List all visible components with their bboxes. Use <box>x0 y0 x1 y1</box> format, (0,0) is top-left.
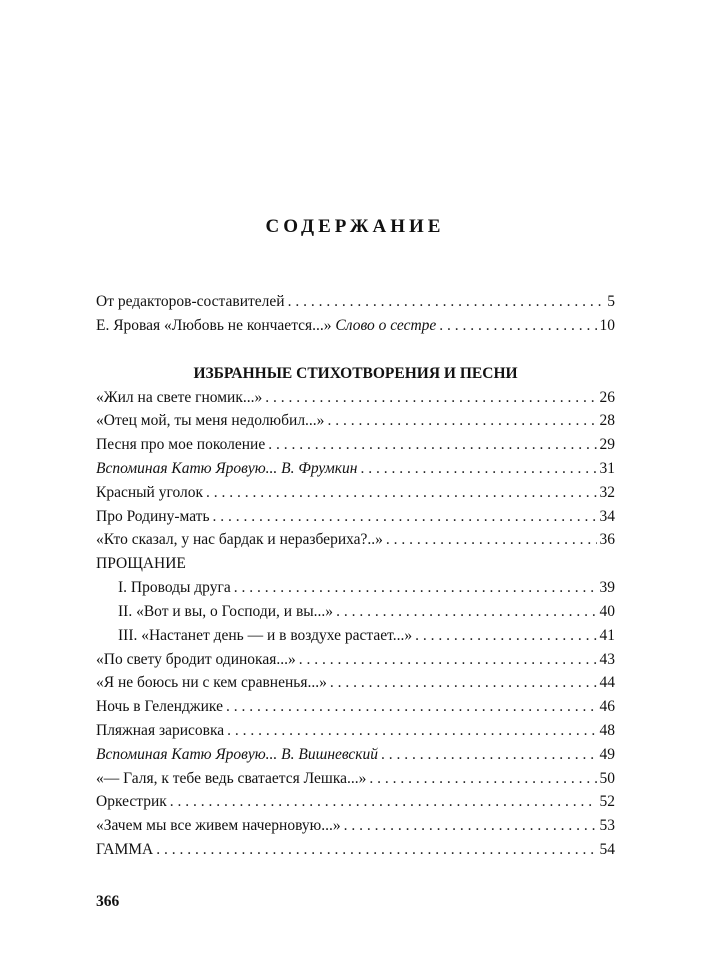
toc-entry <box>96 409 615 433</box>
dot-leader <box>415 624 596 648</box>
entry-page-number: 52 <box>599 793 615 811</box>
toc-entry <box>96 719 615 743</box>
entry-title <box>96 838 153 862</box>
entry-text: ГАММА <box>96 840 154 858</box>
entry-text: Пляжная зарисовка <box>96 721 225 739</box>
table-of-contents <box>96 290 615 862</box>
toc-entry <box>96 695 615 719</box>
entry-page-number: 10 <box>599 316 615 334</box>
toc-entry <box>96 314 615 338</box>
entry-page-number: 41 <box>599 626 615 644</box>
toc-entry <box>96 576 615 600</box>
farewell-entries <box>96 576 615 647</box>
entry-title <box>96 648 296 672</box>
entry-text: Е. Яровая «Любовь не кончается...» <box>96 316 336 334</box>
entry-title <box>118 576 231 600</box>
toc-entry <box>96 457 615 481</box>
entry-page-number: 26 <box>599 388 615 406</box>
entry-page-number: 43 <box>599 650 615 668</box>
entry-title <box>96 671 327 695</box>
toc-entry <box>96 505 615 529</box>
dot-leader <box>227 719 596 743</box>
entry-page-number: 40 <box>599 602 615 620</box>
entry-title <box>96 695 223 719</box>
entry-title <box>118 624 412 648</box>
entry-title <box>96 409 324 433</box>
entry-text: Красный уголок <box>96 483 204 501</box>
toc-entry <box>96 600 615 624</box>
page-number: 366 <box>96 893 120 910</box>
entry-page-number: 49 <box>599 745 615 763</box>
entry-text: Про Родину-мать <box>96 507 210 525</box>
dot-leader <box>330 671 597 695</box>
entry-page-number: 54 <box>599 840 615 858</box>
dot-leader <box>381 743 596 767</box>
toc-entry <box>96 743 615 767</box>
dot-leader <box>344 814 597 838</box>
entry-text: III. «Настанет день — и в воздухе растает...» <box>118 626 413 644</box>
entry-title <box>96 314 436 338</box>
entry-title <box>96 719 224 743</box>
toc-entry <box>96 814 615 838</box>
entry-title <box>96 814 341 838</box>
dot-leader <box>213 505 597 529</box>
poem-entries-b <box>96 648 615 862</box>
entry-title <box>96 767 366 791</box>
entry-title <box>96 505 210 529</box>
entry-text: «— Галя, к тебе ведь сватается Лешка...» <box>96 769 367 787</box>
poem-entries-a <box>96 386 615 553</box>
dot-leader <box>156 838 596 862</box>
entry-page-number: 32 <box>599 483 615 501</box>
intro-entries <box>96 290 615 338</box>
entry-page-number: 48 <box>599 721 615 739</box>
entry-text: От редакторов-составителей <box>96 293 285 310</box>
dot-leader <box>226 695 597 719</box>
entry-text: «Отец мой, ты меня недолюбил...» <box>96 412 325 430</box>
entry-page-number: 36 <box>599 531 615 549</box>
entry-title <box>96 457 358 481</box>
subsection-heading: ПРОЩАНИЕ <box>96 555 186 573</box>
entry-page-number: 28 <box>599 412 615 430</box>
entry-title <box>96 528 383 552</box>
toc-entry <box>96 790 615 814</box>
toc-entry <box>96 838 615 862</box>
entry-title <box>96 790 167 814</box>
entry-title <box>96 290 285 314</box>
page-title: СОДЕРЖАНИЕ <box>265 216 445 237</box>
entry-text: Оркестрик <box>96 793 167 811</box>
entry-page-number: 5 <box>607 293 615 310</box>
entry-text: Ночь в Геленджике <box>96 698 223 716</box>
dot-leader <box>234 576 597 600</box>
toc-entry <box>96 290 615 314</box>
entry-page-number: 39 <box>599 579 615 597</box>
entry-page-number: 53 <box>599 817 615 835</box>
entry-page-number: 46 <box>599 698 615 716</box>
entry-page-number: 44 <box>599 674 615 692</box>
dot-leader <box>327 409 596 433</box>
dot-leader <box>265 386 596 410</box>
entry-title <box>96 481 203 505</box>
dot-leader <box>299 648 597 672</box>
entry-title <box>118 600 333 624</box>
entry-page-number: 50 <box>599 769 615 787</box>
dot-leader <box>439 314 596 338</box>
entry-text: «Жил на свете гномик...» <box>96 388 263 406</box>
dot-leader <box>369 767 596 791</box>
entry-text: «Кто сказал, у нас бардак и неразбериха?..» <box>96 531 383 549</box>
entry-text: «По свету бродит одинокая...» <box>96 650 296 668</box>
entry-page-number: 29 <box>599 436 615 454</box>
dot-leader <box>386 528 597 552</box>
dot-leader <box>170 790 597 814</box>
dot-leader <box>336 600 596 624</box>
dot-leader <box>268 433 596 457</box>
entry-text: II. «Вот и вы, о Господи, и вы...» <box>118 602 334 620</box>
entry-text: I. Проводы друга <box>118 579 231 597</box>
entry-text: Песня про мое поколение <box>96 436 266 454</box>
entry-title <box>96 386 262 410</box>
toc-entry <box>96 433 615 457</box>
toc-entry <box>96 671 615 695</box>
dot-leader <box>288 290 605 314</box>
entry-italic-text: Слово о сестре <box>335 316 437 334</box>
entry-italic-text: Вспоминая Катю Яровую... В. Вишневский <box>96 745 379 763</box>
entry-text: «Зачем мы все живем начерновую...» <box>96 817 341 835</box>
section-heading: ИЗБРАННЫЕ СТИХОТВОРЕНИЯ И ПЕСНИ <box>193 364 518 382</box>
toc-entry <box>96 624 615 648</box>
entry-page-number: 31 <box>599 459 615 477</box>
entry-page-number: 34 <box>599 507 615 525</box>
toc-entry <box>96 528 615 552</box>
toc-entry <box>96 386 615 410</box>
entry-italic-text: Вспоминая Катю Яровую... В. Фрумкин <box>96 459 358 477</box>
dot-leader <box>361 457 597 481</box>
entry-title <box>96 433 265 457</box>
toc-entry <box>96 481 615 505</box>
entry-text: «Я не боюсь ни с кем сравненья...» <box>96 674 327 692</box>
dot-leader <box>206 481 596 505</box>
entry-title <box>96 743 378 767</box>
toc-entry <box>96 648 615 672</box>
toc-entry <box>96 767 615 791</box>
